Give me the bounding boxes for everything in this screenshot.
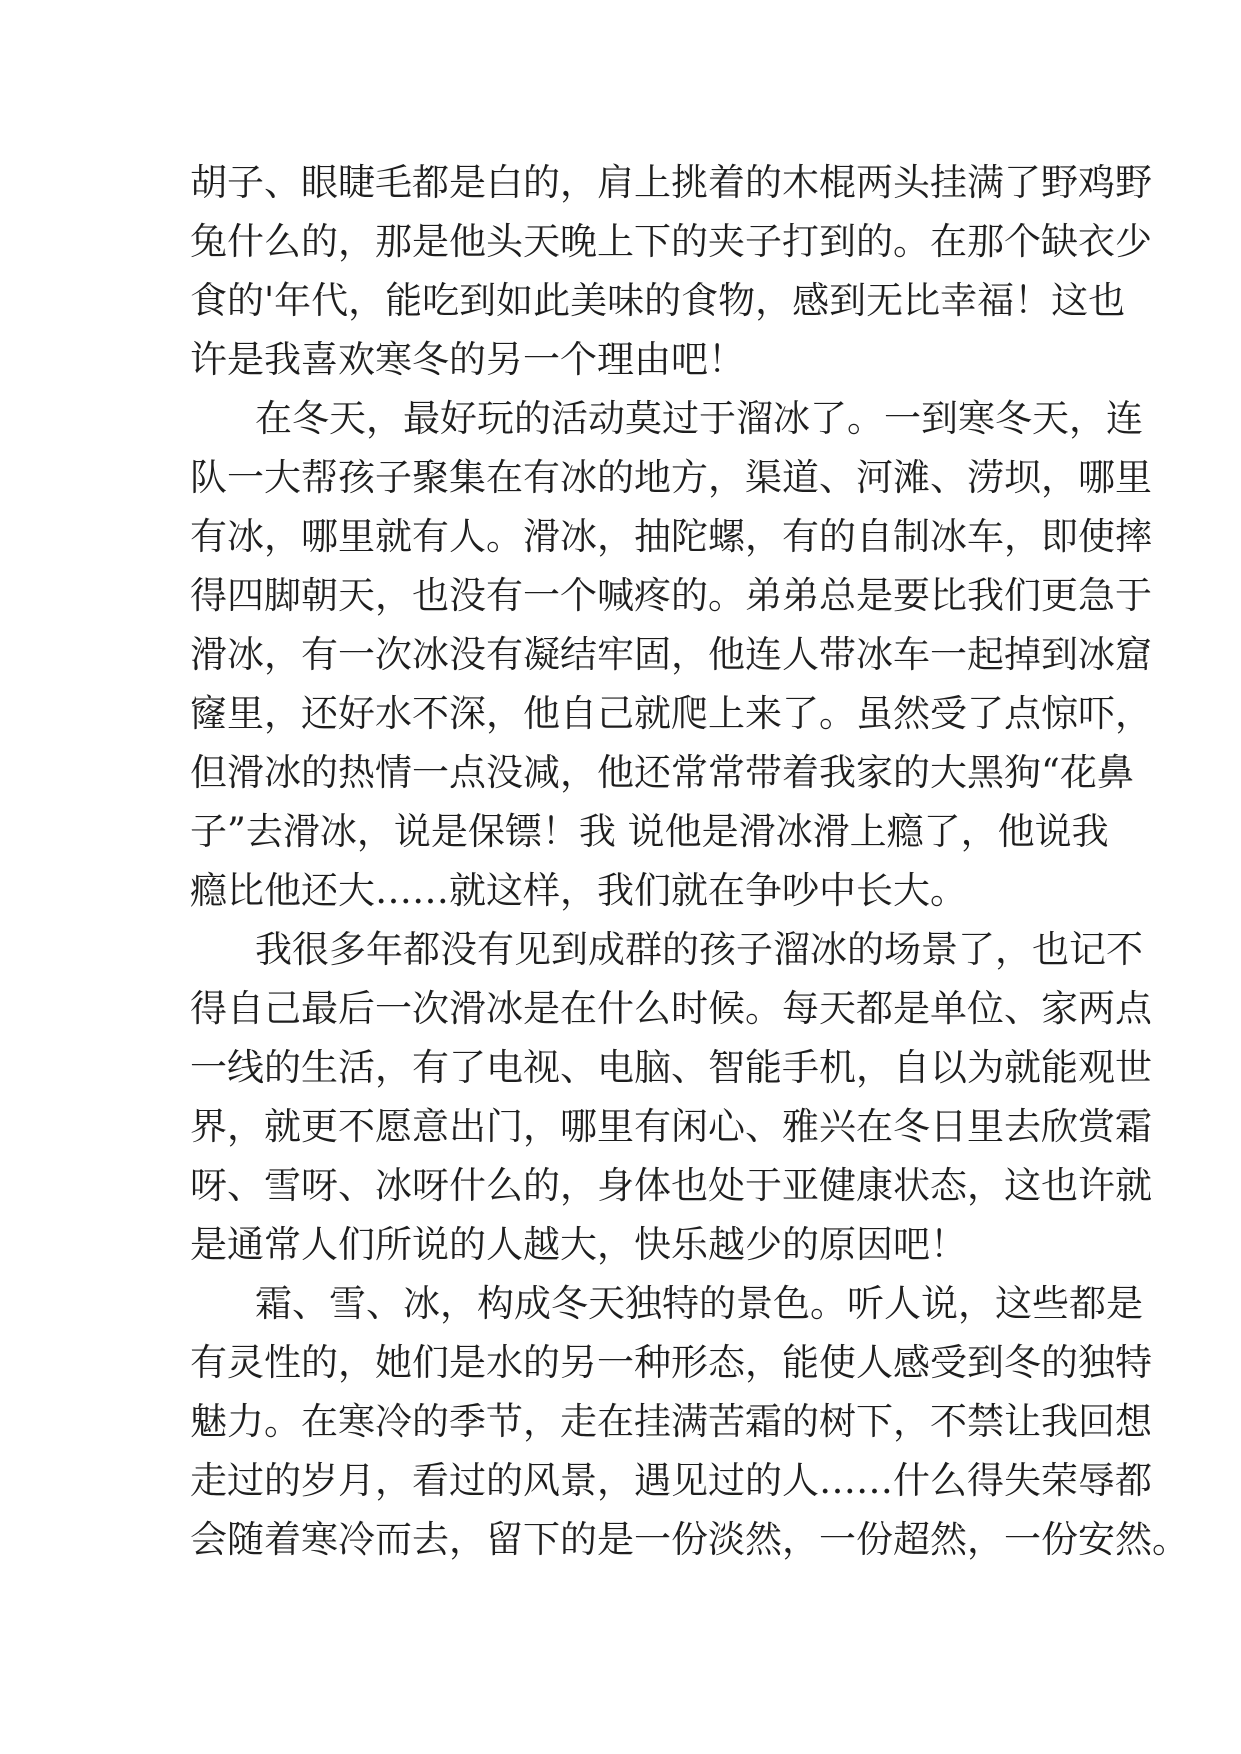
text-line: 界，就更不愿意出门，哪里有闲心、雅兴在冬日里去欣赏霜 xyxy=(190,1105,1152,1148)
text-line: 许是我喜欢寒冬的另一个理由吧！ xyxy=(190,338,745,381)
text-line: 得自己最后一次滑冰是在什么时候。每天都是单位、家两点 xyxy=(190,987,1152,1030)
text-line: 子”去滑冰，说是保镖！我 说他是滑冰滑上瘾了，他说我 xyxy=(190,810,1109,853)
text-line: 魅力。在寒冷的季节，走在挂满苦霜的树下，不禁让我回想 xyxy=(190,1400,1152,1443)
text-line: 得四脚朝天，也没有一个喊疼的。弟弟总是要比我们更急于 xyxy=(190,574,1152,617)
paragraph-first-line: 霜、雪、冰，构成冬天独特的景色。听人说，这些都是 xyxy=(255,1282,1143,1325)
text-line: 有灵性的，她们是水的另一种形态，能使人感受到冬的独特 xyxy=(190,1341,1152,1384)
text-line: 食的'年代，能吃到如此美味的食物，感到无比幸福！这也 xyxy=(190,279,1126,322)
text-line: 有冰，哪里就有人。滑冰，抽陀螺，有的自制冰车，即使摔 xyxy=(190,515,1152,558)
text-line: 一线的生活，有了电视、电脑、智能手机，自以为就能观世 xyxy=(190,1046,1152,1089)
text-line: 但滑冰的热情一点没减，他还常常带着我家的大黑狗“花鼻 xyxy=(190,751,1134,794)
text-line: 呀、雪呀、冰呀什么的，身体也处于亚健康状态，这也许就 xyxy=(190,1164,1152,1207)
paragraph-first-line: 我很多年都没有见到成群的孩子溜冰的场景了，也记不 xyxy=(255,928,1143,971)
text-line: 走过的岁月，看过的风景，遇见过的人……什么得失荣辱都 xyxy=(190,1459,1152,1502)
text-line: 瘾比他还大……就这样，我们就在争吵中长大。 xyxy=(190,869,967,912)
text-line: 会随着寒冷而去，留下的是一份淡然，一份超然，一份安然。 xyxy=(190,1518,1189,1561)
text-line: 队一大帮孩子聚集在有冰的地方，渠道、河滩、涝坝，哪里 xyxy=(190,456,1152,499)
text-line: 是通常人们所说的人越大，快乐越少的原因吧！ xyxy=(190,1223,967,1266)
text-line: 胡子、眼睫毛都是白的，肩上挑着的木棍两头挂满了野鸡野 xyxy=(190,161,1152,204)
text-line: 窿里，还好水不深，他自己就爬上来了。虽然受了点惊吓， xyxy=(190,692,1152,735)
paragraph-first-line: 在冬天，最好玩的活动莫过于溜冰了。一到寒冬天，连 xyxy=(255,397,1143,440)
text-line: 兔什么的，那是他头天晚上下的夹子打到的。在那个缺衣少 xyxy=(190,220,1152,263)
text-line: 滑冰，有一次冰没有凝结牢固，他连人带冰车一起掉到冰窟 xyxy=(190,633,1152,676)
